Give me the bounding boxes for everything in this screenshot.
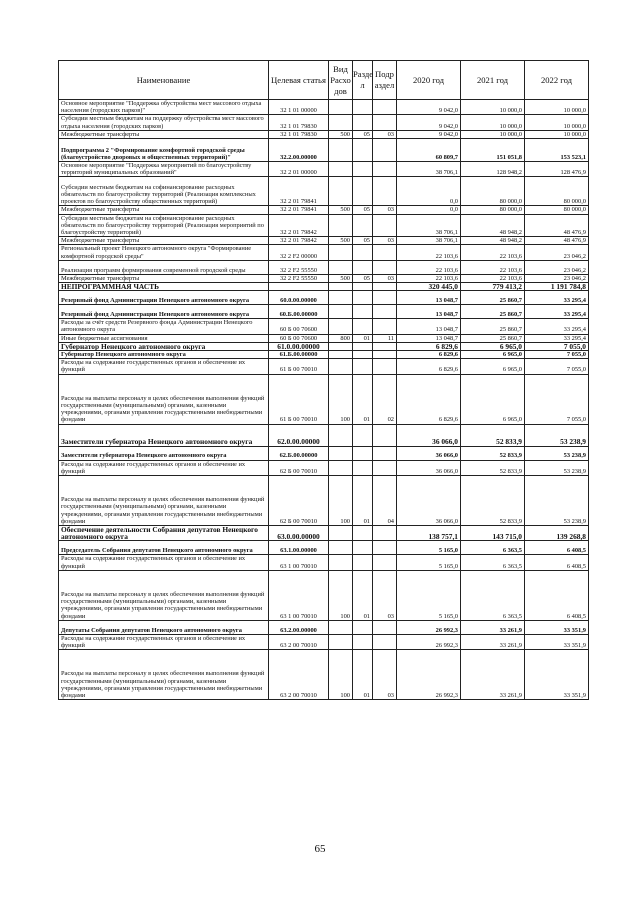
row-2020: 6 829,6 bbox=[397, 359, 461, 374]
row-2020: 26 992,3 bbox=[397, 650, 461, 700]
row-vid: 500 bbox=[329, 274, 353, 282]
row-target-code: 63.1.00.00000 bbox=[269, 541, 329, 555]
row-vid bbox=[329, 162, 353, 177]
row-target-code: 63 2 00 70010 bbox=[269, 650, 329, 700]
row-2022: 10 000,0 bbox=[525, 130, 589, 138]
row-vid bbox=[329, 359, 353, 374]
row-razdel bbox=[353, 634, 373, 649]
row-vid: 100 bbox=[329, 570, 353, 620]
row-podrazdel: 03 bbox=[373, 206, 397, 214]
row-2020: 38 706,1 bbox=[397, 237, 461, 245]
row-2022: 53 238,9 bbox=[525, 476, 589, 526]
row-razdel: 01 bbox=[353, 650, 373, 700]
row-2022: 153 523,1 bbox=[525, 139, 589, 162]
table-row bbox=[59, 260, 589, 274]
row-razdel bbox=[353, 620, 373, 634]
row-razdel: 05 bbox=[353, 237, 373, 245]
header-2022: 2022 год bbox=[525, 61, 589, 100]
row-2021: 33 261,9 bbox=[461, 620, 525, 634]
row-2022: 33 351,9 bbox=[525, 634, 589, 649]
row-2022: 7 055,0 bbox=[525, 351, 589, 359]
row-2022: 80 000,0 bbox=[525, 206, 589, 214]
row-2020: 26 992,3 bbox=[397, 620, 461, 634]
row-name: Реализация программ формирования современной городской среды bbox=[59, 260, 269, 274]
row-podrazdel bbox=[373, 446, 397, 460]
row-podrazdel bbox=[373, 555, 397, 570]
row-vid bbox=[329, 555, 353, 570]
row-podrazdel bbox=[373, 305, 397, 319]
row-razdel bbox=[353, 177, 373, 206]
row-vid bbox=[329, 446, 353, 460]
row-target-code: 60.Б.00.00000 bbox=[269, 305, 329, 319]
row-2022: 33 295,4 bbox=[525, 319, 589, 334]
row-2021: 10 000,0 bbox=[461, 115, 525, 130]
row-2022: 80 000,0 bbox=[525, 177, 589, 206]
row-podrazdel bbox=[373, 424, 397, 446]
row-target-code: 63.2.00.00000 bbox=[269, 620, 329, 634]
row-vid: 100 bbox=[329, 374, 353, 424]
row-name: Расходы на содержание государственных органов и обеспечение их функций bbox=[59, 555, 269, 570]
row-2020: 9 042,0 bbox=[397, 100, 461, 115]
table-row bbox=[59, 342, 589, 350]
row-name: Межбюджетные трансферты bbox=[59, 274, 269, 282]
row-target-code: 63 2 00 70010 bbox=[269, 634, 329, 649]
row-name: Расходы на выплаты персоналу в целях обеспечения выполнения функций государственными (муниципальными) органами, казенными учреждениями, органами управления государственными внебюджетными фондами bbox=[59, 476, 269, 526]
row-2020: 9 042,0 bbox=[397, 115, 461, 130]
row-2021: 52 833,9 bbox=[461, 476, 525, 526]
row-razdel: 01 bbox=[353, 334, 373, 342]
row-podrazdel bbox=[373, 100, 397, 115]
row-name: Расходы на содержание государственных органов и обеспечение их функций bbox=[59, 460, 269, 475]
budget-table bbox=[58, 60, 589, 700]
header-code: Целевая статья bbox=[269, 61, 329, 100]
row-target-code: 63 1 00 70010 bbox=[269, 570, 329, 620]
header-vid: Вид Расхо дов bbox=[329, 61, 353, 100]
table-row bbox=[59, 374, 589, 424]
row-razdel bbox=[353, 139, 373, 162]
row-target-code: 61 Б 00 70010 bbox=[269, 374, 329, 424]
table-row bbox=[59, 424, 589, 446]
row-2022: 33 295,4 bbox=[525, 291, 589, 305]
row-name: Межбюджетные трансферты bbox=[59, 237, 269, 245]
row-2021: 52 833,9 bbox=[461, 460, 525, 475]
row-name: Субсидии местным бюджетам на софинансирование расходных обязательств по благоустройству территорий (Реализация мероприятий по благоустройству территорий) bbox=[59, 214, 269, 237]
row-name: Подпрограмма 2 "Формирование комфортной городской среды (благоустройство дворовых и общественных территорий)" bbox=[59, 139, 269, 162]
row-razdel bbox=[353, 460, 373, 475]
row-2021: 25 860,7 bbox=[461, 334, 525, 342]
row-razdel bbox=[353, 319, 373, 334]
row-target-code: 61.0.00.00000 bbox=[269, 342, 329, 350]
row-target-code: 32 2 F2 55550 bbox=[269, 274, 329, 282]
row-podrazdel: 03 bbox=[373, 650, 397, 700]
table-row bbox=[59, 115, 589, 130]
row-podrazdel bbox=[373, 634, 397, 649]
row-2021: 143 715,0 bbox=[461, 526, 525, 541]
row-vid bbox=[329, 351, 353, 359]
table-row bbox=[59, 291, 589, 305]
row-2021: 22 103,6 bbox=[461, 260, 525, 274]
row-2020: 13 048,7 bbox=[397, 305, 461, 319]
row-2021: 22 103,6 bbox=[461, 245, 525, 260]
row-2021: 6 363,5 bbox=[461, 570, 525, 620]
row-target-code: 62 Б 00 70010 bbox=[269, 460, 329, 475]
row-2022: 6 408,5 bbox=[525, 555, 589, 570]
row-target-code: 62 Б 00 70010 bbox=[269, 476, 329, 526]
row-podrazdel bbox=[373, 342, 397, 350]
row-2020: 5 165,0 bbox=[397, 570, 461, 620]
row-vid: 500 bbox=[329, 237, 353, 245]
row-podrazdel bbox=[373, 526, 397, 541]
row-target-code: 32 2 F2 55550 bbox=[269, 260, 329, 274]
table-row bbox=[59, 283, 589, 291]
row-target-code: 62.0.00.00000 bbox=[269, 424, 329, 446]
row-2020: 6 829,6 bbox=[397, 342, 461, 350]
row-razdel bbox=[353, 541, 373, 555]
table-row bbox=[59, 541, 589, 555]
table-header-row bbox=[59, 61, 589, 100]
row-podrazdel bbox=[373, 214, 397, 237]
row-razdel bbox=[353, 214, 373, 237]
row-target-code: 32.2.00.00000 bbox=[269, 139, 329, 162]
row-2022: 10 000,0 bbox=[525, 100, 589, 115]
row-2020: 36 066,0 bbox=[397, 424, 461, 446]
row-2020: 22 103,6 bbox=[397, 245, 461, 260]
row-vid bbox=[329, 541, 353, 555]
row-2021: 6 965,0 bbox=[461, 351, 525, 359]
row-2022: 48 476,9 bbox=[525, 214, 589, 237]
row-podrazdel bbox=[373, 620, 397, 634]
row-vid bbox=[329, 100, 353, 115]
row-vid bbox=[329, 139, 353, 162]
row-2020: 320 445,0 bbox=[397, 283, 461, 291]
table-body bbox=[59, 100, 589, 700]
row-razdel bbox=[353, 424, 373, 446]
row-vid bbox=[329, 526, 353, 541]
row-razdel: 05 bbox=[353, 206, 373, 214]
table-row bbox=[59, 555, 589, 570]
row-razdel bbox=[353, 291, 373, 305]
row-target-code: 32 2 01 79841 bbox=[269, 177, 329, 206]
row-vid bbox=[329, 305, 353, 319]
row-vid bbox=[329, 634, 353, 649]
row-2022: 23 046,2 bbox=[525, 274, 589, 282]
row-razdel bbox=[353, 351, 373, 359]
row-name: Губернатор Ненецкого автономного округа bbox=[59, 351, 269, 359]
table-row bbox=[59, 446, 589, 460]
table-row bbox=[59, 570, 589, 620]
row-target-code: 61 Б 00 70010 bbox=[269, 359, 329, 374]
row-name: Заместители губернатора Ненецкого автономного округа bbox=[59, 446, 269, 460]
row-vid bbox=[329, 342, 353, 350]
row-vid bbox=[329, 260, 353, 274]
row-razdel bbox=[353, 555, 373, 570]
row-2021: 80 000,0 bbox=[461, 206, 525, 214]
table-row bbox=[59, 650, 589, 700]
row-name: Межбюджетные трансферты bbox=[59, 130, 269, 138]
row-2020: 5 165,0 bbox=[397, 555, 461, 570]
table-row bbox=[59, 139, 589, 162]
row-2021: 6 965,0 bbox=[461, 374, 525, 424]
header-2021: 2021 год bbox=[461, 61, 525, 100]
row-2021: 25 860,7 bbox=[461, 291, 525, 305]
row-2020: 9 042,0 bbox=[397, 130, 461, 138]
table-row bbox=[59, 100, 589, 115]
row-razdel bbox=[353, 115, 373, 130]
row-2022: 23 046,2 bbox=[525, 245, 589, 260]
row-razdel bbox=[353, 305, 373, 319]
row-razdel: 05 bbox=[353, 274, 373, 282]
row-name: Основное мероприятие "Поддержка мероприятий по благоустройству территорий муниципальных образований" bbox=[59, 162, 269, 177]
row-podrazdel bbox=[373, 541, 397, 555]
row-podrazdel bbox=[373, 319, 397, 334]
row-podrazdel: 03 bbox=[373, 237, 397, 245]
row-2020: 36 066,0 bbox=[397, 460, 461, 475]
row-name: Региональный проект Ненецкого автономного округа "Формирование комфортной городской среды" bbox=[59, 245, 269, 260]
row-vid bbox=[329, 319, 353, 334]
row-2020: 36 066,0 bbox=[397, 476, 461, 526]
row-2020: 0,0 bbox=[397, 206, 461, 214]
row-2021: 10 000,0 bbox=[461, 100, 525, 115]
row-target-code: 32 2 01 79842 bbox=[269, 237, 329, 245]
table-row bbox=[59, 245, 589, 260]
row-podrazdel bbox=[373, 291, 397, 305]
row-2020: 5 165,0 bbox=[397, 541, 461, 555]
row-target-code: 61.Б.00.00000 bbox=[269, 351, 329, 359]
row-2020: 6 829,6 bbox=[397, 374, 461, 424]
row-podrazdel bbox=[373, 139, 397, 162]
row-podrazdel: 04 bbox=[373, 476, 397, 526]
row-2020: 6 829,6 bbox=[397, 351, 461, 359]
row-2020: 13 048,7 bbox=[397, 319, 461, 334]
row-2021: 779 413,2 bbox=[461, 283, 525, 291]
row-2021: 52 833,9 bbox=[461, 424, 525, 446]
row-2022: 7 055,0 bbox=[525, 359, 589, 374]
row-name: Иные бюджетные ассигнования bbox=[59, 334, 269, 342]
row-vid bbox=[329, 283, 353, 291]
table-row bbox=[59, 620, 589, 634]
row-2022: 33 351,9 bbox=[525, 650, 589, 700]
row-2021: 33 261,9 bbox=[461, 650, 525, 700]
row-razdel bbox=[353, 260, 373, 274]
row-vid bbox=[329, 177, 353, 206]
row-name: Основное мероприятие "Поддержка обустройства мест массового отдыха населения (городских парков)" bbox=[59, 100, 269, 115]
row-razdel bbox=[353, 245, 373, 260]
row-target-code: 60 Б 00 70600 bbox=[269, 334, 329, 342]
header-name: Наименование bbox=[59, 61, 269, 100]
row-razdel: 01 bbox=[353, 374, 373, 424]
row-name: Субсидии местным бюджетам на поддержку обустройства мест массового отдыха населения (городских парков) bbox=[59, 115, 269, 130]
row-vid bbox=[329, 620, 353, 634]
row-vid bbox=[329, 214, 353, 237]
row-razdel bbox=[353, 359, 373, 374]
row-podrazdel bbox=[373, 162, 397, 177]
row-podrazdel: 03 bbox=[373, 570, 397, 620]
row-target-code: 32 2 01 79842 bbox=[269, 214, 329, 237]
row-razdel bbox=[353, 100, 373, 115]
row-2022: 10 000,0 bbox=[525, 115, 589, 130]
table-row bbox=[59, 214, 589, 237]
row-vid bbox=[329, 245, 353, 260]
row-name: НЕПРОГРАММНАЯ ЧАСТЬ bbox=[59, 283, 269, 291]
row-2022: 7 055,0 bbox=[525, 342, 589, 350]
row-2022: 48 476,9 bbox=[525, 237, 589, 245]
header-2020: 2020 год bbox=[397, 61, 461, 100]
row-2021: 25 860,7 bbox=[461, 305, 525, 319]
row-razdel: 01 bbox=[353, 570, 373, 620]
row-name: Резервный фонд Администрации Ненецкого автономного округа bbox=[59, 291, 269, 305]
row-name: Расходы на выплаты персоналу в целях обеспечения выполнения функций государственными (муниципальными) органами, казенными учреждениями, органами управления государственными внебюджетными фондами bbox=[59, 374, 269, 424]
row-2021: 151 051,8 bbox=[461, 139, 525, 162]
row-name: Депутаты Собрания депутатов Ненецкого автономного округа bbox=[59, 620, 269, 634]
row-podrazdel: 03 bbox=[373, 274, 397, 282]
row-vid: 100 bbox=[329, 650, 353, 700]
row-2020: 38 706,1 bbox=[397, 162, 461, 177]
row-vid: 800 bbox=[329, 334, 353, 342]
row-2022: 33 295,4 bbox=[525, 334, 589, 342]
table-row bbox=[59, 351, 589, 359]
row-vid bbox=[329, 291, 353, 305]
table-row bbox=[59, 237, 589, 245]
row-2021: 6 965,0 bbox=[461, 342, 525, 350]
row-2022: 53 238,9 bbox=[525, 424, 589, 446]
row-razdel bbox=[353, 283, 373, 291]
row-razdel: 05 bbox=[353, 130, 373, 138]
row-razdel bbox=[353, 446, 373, 460]
row-2022: 33 295,4 bbox=[525, 305, 589, 319]
row-2021: 6 363,5 bbox=[461, 555, 525, 570]
row-2022: 7 055,0 bbox=[525, 374, 589, 424]
row-name: Расходы на выплаты персоналу в целях обеспечения выполнения функций государственными (муниципальными) органами, казенными учреждениями, органами управления государственными внебюджетными фондами bbox=[59, 570, 269, 620]
row-2021: 128 948,2 bbox=[461, 162, 525, 177]
row-podrazdel bbox=[373, 283, 397, 291]
row-target-code: 62.Б.00.00000 bbox=[269, 446, 329, 460]
row-razdel: 01 bbox=[353, 476, 373, 526]
table-row bbox=[59, 359, 589, 374]
row-target-code: 63 1 00 70010 bbox=[269, 555, 329, 570]
row-razdel bbox=[353, 526, 373, 541]
row-2020: 22 103,6 bbox=[397, 274, 461, 282]
row-2020: 36 066,0 bbox=[397, 446, 461, 460]
row-2020: 38 706,1 bbox=[397, 214, 461, 237]
table-row bbox=[59, 319, 589, 334]
page-number: 65 bbox=[314, 843, 326, 855]
row-2021: 33 261,9 bbox=[461, 634, 525, 649]
table-row bbox=[59, 177, 589, 206]
row-podrazdel bbox=[373, 351, 397, 359]
table-row bbox=[59, 526, 589, 541]
row-target-code: 32 1 01 00000 bbox=[269, 100, 329, 115]
row-vid bbox=[329, 424, 353, 446]
row-podrazdel: 11 bbox=[373, 334, 397, 342]
table-row bbox=[59, 162, 589, 177]
header-podr: Подр аздел bbox=[373, 61, 397, 100]
row-razdel bbox=[353, 162, 373, 177]
row-target-code: 60 Б 00 70600 bbox=[269, 319, 329, 334]
row-name: Межбюджетные трансферты bbox=[59, 206, 269, 214]
row-name: Расходы на содержание государственных органов и обеспечение их функций bbox=[59, 634, 269, 649]
table-row bbox=[59, 206, 589, 214]
row-2020: 22 103,6 bbox=[397, 260, 461, 274]
row-target-code: 32 2 F2 00000 bbox=[269, 245, 329, 260]
row-2020: 138 757,1 bbox=[397, 526, 461, 541]
row-name: Заместители губернатора Ненецкого автономного округа bbox=[59, 424, 269, 446]
row-name: Расходы за счёт средств Резервного фонда Администрации Ненецкого автономного округа bbox=[59, 319, 269, 334]
row-vid: 500 bbox=[329, 130, 353, 138]
row-2022: 1 191 784,8 bbox=[525, 283, 589, 291]
row-target-code: 32 1 01 79830 bbox=[269, 115, 329, 130]
row-target-code: 32 1 01 79830 bbox=[269, 130, 329, 138]
row-razdel bbox=[353, 342, 373, 350]
table-row bbox=[59, 634, 589, 649]
row-target-code bbox=[269, 283, 329, 291]
row-2022: 139 268,8 bbox=[525, 526, 589, 541]
row-target-code: 63.0.00.00000 bbox=[269, 526, 329, 541]
row-vid: 500 bbox=[329, 206, 353, 214]
header-razd: Разде л bbox=[353, 61, 373, 100]
row-name: Расходы на выплаты персоналу в целях обеспечения выполнения функций государственными (муниципальными) органами, казенными учреждениями, органами управления государственными внебюджетными фондами bbox=[59, 650, 269, 700]
row-2021: 80 000,0 bbox=[461, 177, 525, 206]
row-name: Резервный фонд Администрации Ненецкого автономного округа bbox=[59, 305, 269, 319]
row-name: Расходы на содержание государственных органов и обеспечение их функций bbox=[59, 359, 269, 374]
row-target-code: 32 2 01 79841 bbox=[269, 206, 329, 214]
table-row bbox=[59, 305, 589, 319]
row-2022: 33 351,9 bbox=[525, 620, 589, 634]
row-2022: 53 238,9 bbox=[525, 460, 589, 475]
row-vid bbox=[329, 115, 353, 130]
row-2020: 26 992,3 bbox=[397, 634, 461, 649]
table-row bbox=[59, 460, 589, 475]
row-2020: 60 809,7 bbox=[397, 139, 461, 162]
row-2021: 6 965,0 bbox=[461, 359, 525, 374]
row-2022: 53 238,9 bbox=[525, 446, 589, 460]
row-2021: 48 948,2 bbox=[461, 214, 525, 237]
row-podrazdel bbox=[373, 115, 397, 130]
row-2020: 0,0 bbox=[397, 177, 461, 206]
row-2022: 23 046,2 bbox=[525, 260, 589, 274]
row-target-code: 32 2 01 00000 bbox=[269, 162, 329, 177]
row-vid bbox=[329, 460, 353, 475]
row-2022: 6 408,5 bbox=[525, 570, 589, 620]
row-target-code: 60.0.00.00000 bbox=[269, 291, 329, 305]
row-podrazdel bbox=[373, 460, 397, 475]
row-podrazdel: 02 bbox=[373, 374, 397, 424]
row-name: Обеспечение деятельности Собрания депутатов Ненецкого автономного округа bbox=[59, 526, 269, 541]
row-2020: 13 048,7 bbox=[397, 291, 461, 305]
row-name: Субсидии местным бюджетам на софинансирование расходных обязательств по благоустройству территорий (Реализация комплексных проектов по благоустройству общественных территорий) bbox=[59, 177, 269, 206]
row-2022: 6 408,5 bbox=[525, 541, 589, 555]
row-podrazdel bbox=[373, 245, 397, 260]
row-name: Председатель Собрания депутатов Ненецкого автономного округа bbox=[59, 541, 269, 555]
row-podrazdel bbox=[373, 359, 397, 374]
table-row bbox=[59, 476, 589, 526]
row-2021: 25 860,7 bbox=[461, 319, 525, 334]
row-2021: 6 363,5 bbox=[461, 541, 525, 555]
row-name: Губернатор Ненецкого автономного округа bbox=[59, 342, 269, 350]
row-podrazdel: 03 bbox=[373, 130, 397, 138]
row-2021: 52 833,9 bbox=[461, 446, 525, 460]
row-2021: 48 948,2 bbox=[461, 237, 525, 245]
row-2020: 13 048,7 bbox=[397, 334, 461, 342]
row-podrazdel bbox=[373, 177, 397, 206]
row-podrazdel bbox=[373, 260, 397, 274]
row-2021: 22 103,6 bbox=[461, 274, 525, 282]
table-row bbox=[59, 130, 589, 138]
row-vid: 100 bbox=[329, 476, 353, 526]
row-2022: 128 476,9 bbox=[525, 162, 589, 177]
row-2021: 10 000,0 bbox=[461, 130, 525, 138]
